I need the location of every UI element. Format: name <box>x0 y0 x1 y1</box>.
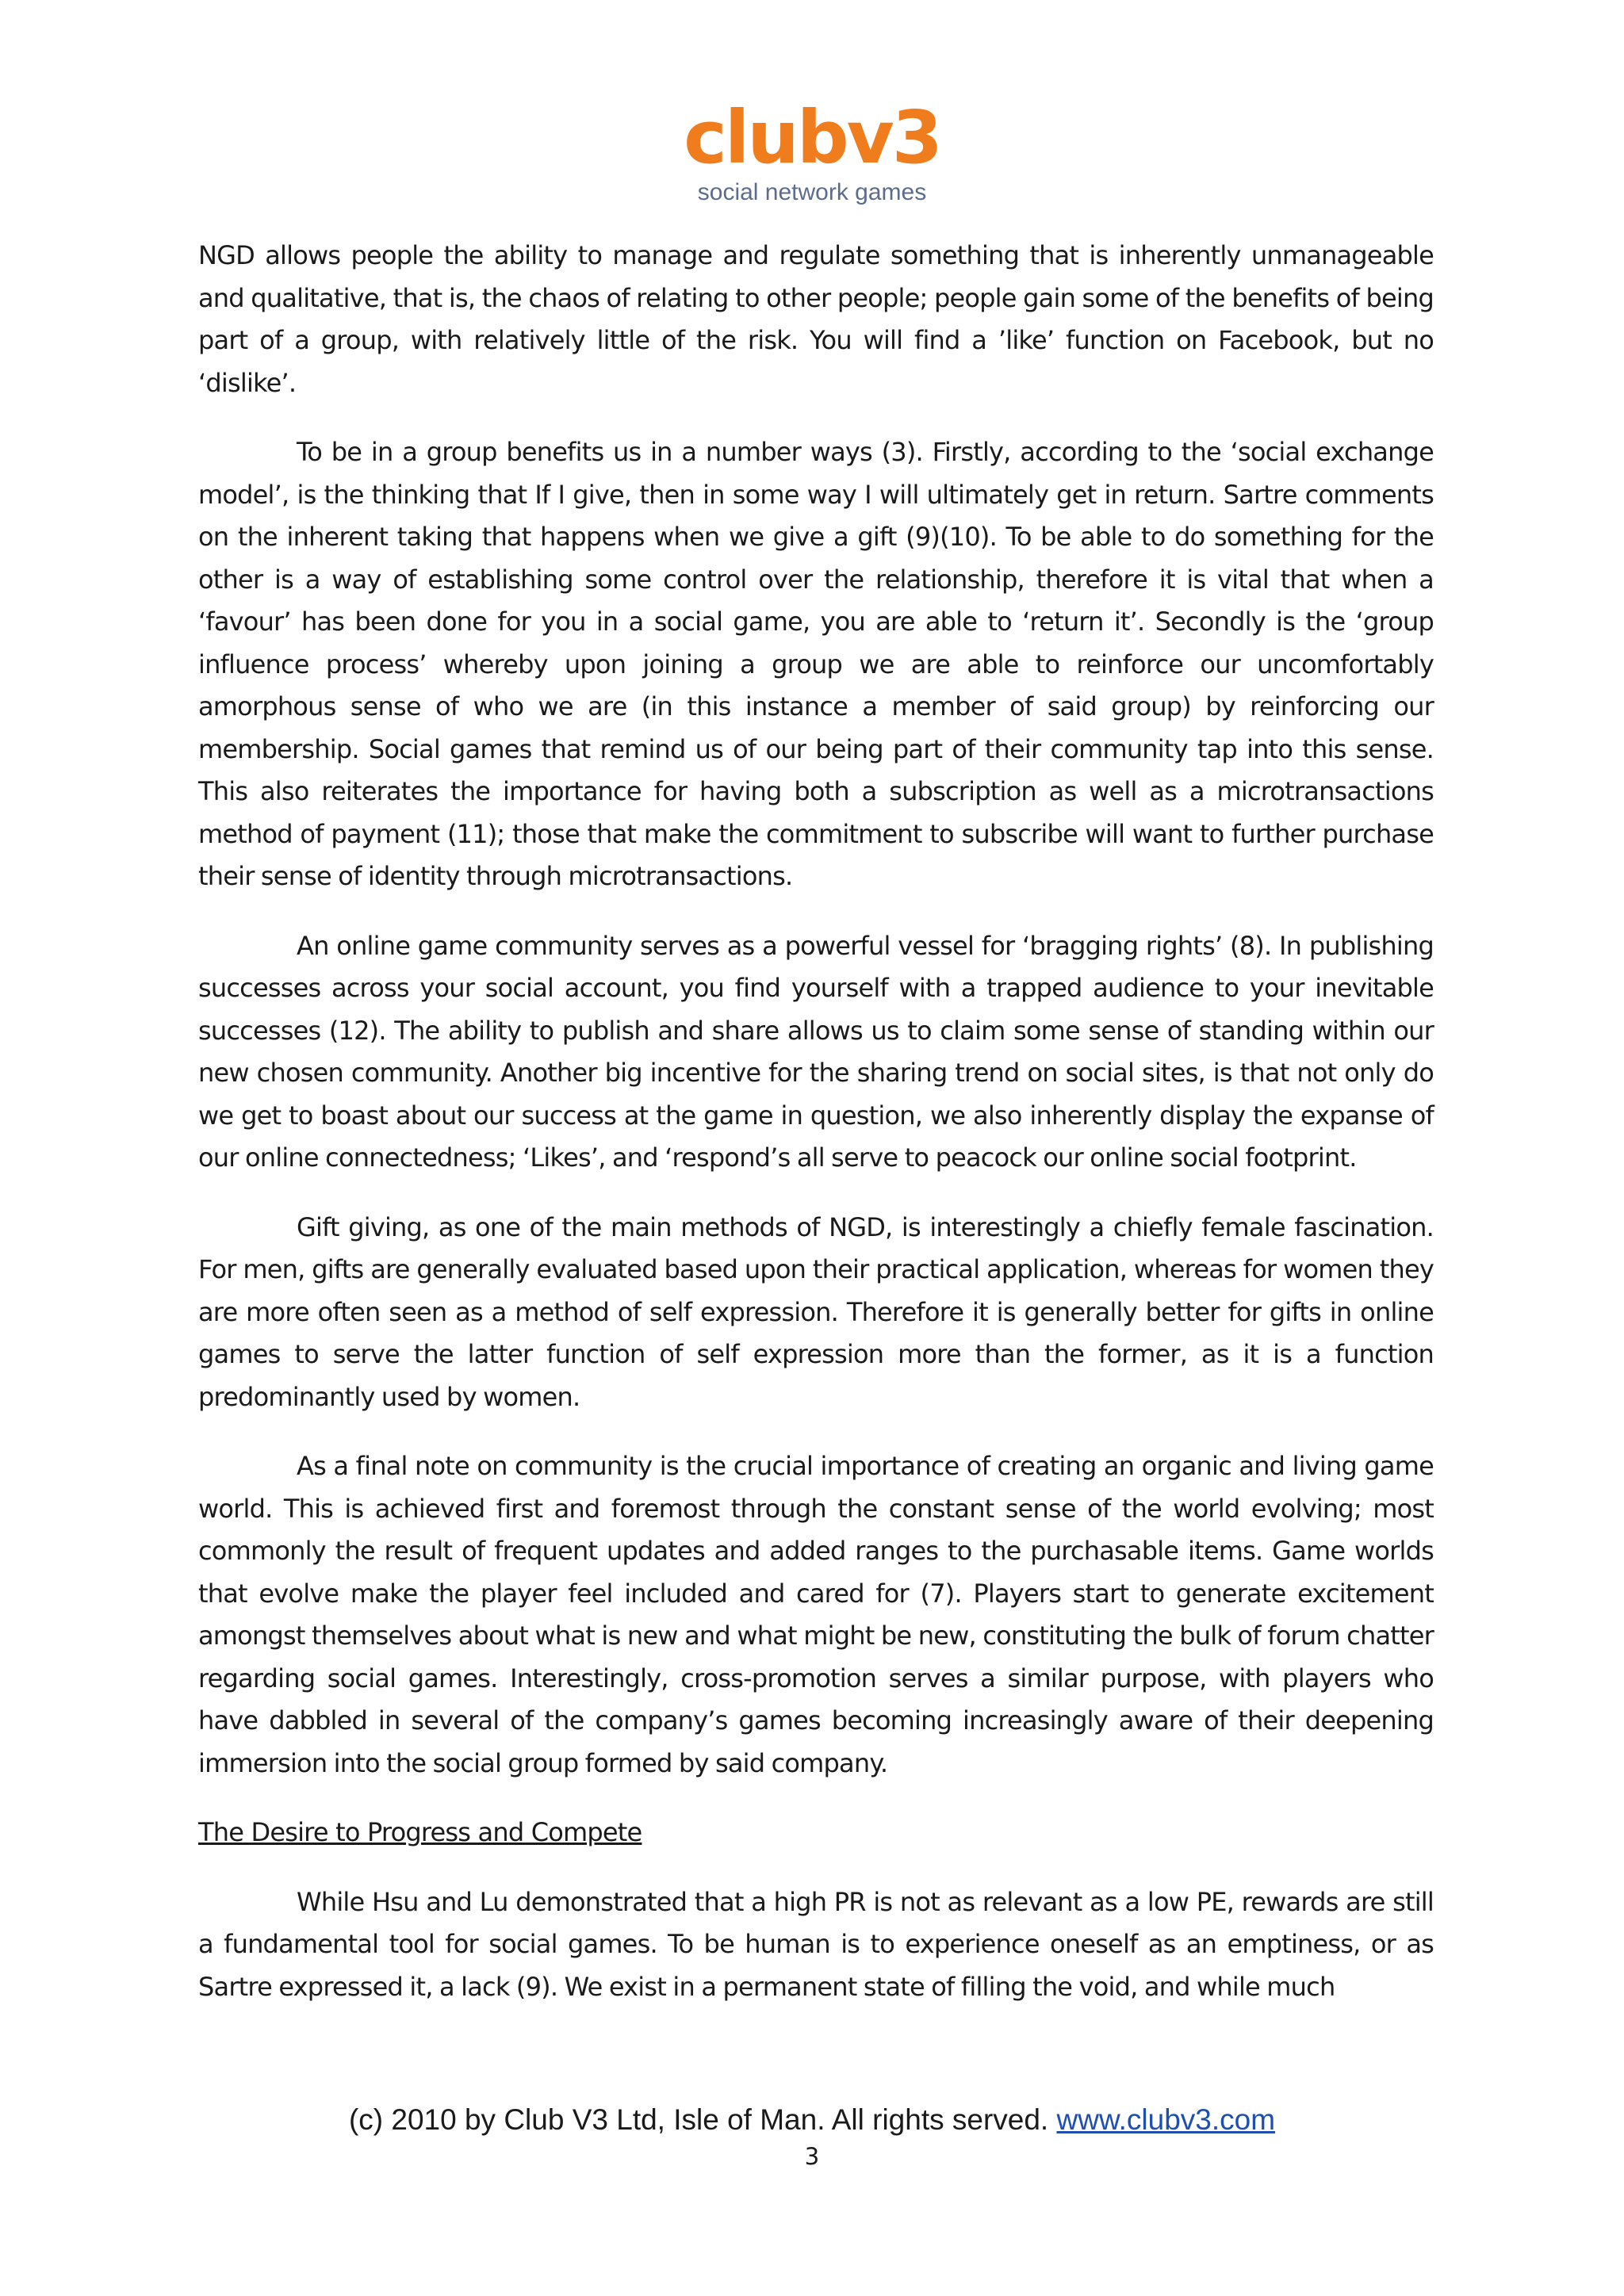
section-heading: The Desire to Progress and Compete <box>198 1817 642 1847</box>
copyright-text: (c) 2010 by Club V3 Ltd, Isle of Man. All rights served. <box>348 2103 1049 2136</box>
website-link[interactable]: www.clubv3.com <box>1056 2103 1276 2136</box>
page-number: 3 <box>804 2143 820 2170</box>
paragraph-gift-giving: Gift giving, as one of the main methods of NGD, is interestingly a chiefly female fascination. For men, gifts are generally evaluated based upon their practical application, whereas for women they are more often seen as a method of self expression. Therefore it is generally better for gifts in online games to serve the latter function of self expression more than the former, as it is a function predominantly used by women. <box>198 1211 1434 1412</box>
paragraph-bragging-rights: An online game community serves as a powerful vessel for ‘bragging rights’ (8). In publishing successes across your social account, you find yourself with a trapped audience to your inevitable successes (12). The ability to publish and share allows us to claim some sense of standing within our new chosen community. Another big incentive for the sharing trend on social sites, is that not only do we get to boast about our success at the game in question, we also inherently display the expanse of our online connectedness; ‘Likes’, and ‘respond’s all serve to peacock our online social footprint. <box>198 930 1434 1173</box>
document-body <box>198 235 1434 2035</box>
clubv3-logo <box>0 95 1624 206</box>
paragraph-ngd: NGD allows people the ability to manage and regulate something that is inherently unmanageable and qualitative, that is, the chaos of relating to other people; people gain some of the benefits of being part of a group, with relatively little of the risk. You will find a ’like’ function on Facebook, but no ‘dislike’. <box>198 240 1434 398</box>
page-footer <box>0 2103 1624 2137</box>
paragraph-progress: While Hsu and Lu demonstrated that a high PR is not as relevant as a low PE, rewards are still a fundamental tool for social games. To be human is to experience oneself as an emptiness, or as Sartre expressed it, a lack (9). We exist in a permanent state of filling the void, and while much <box>198 1886 1434 2002</box>
paragraph-final-note: As a final note on community is the crucial importance of creating an organic and living game world. This is achieved first and foremost through the constant sense of the world evolving; most commonly the result of frequent updates and added ranges to the purchasable items. Game worlds that evolve make the player feel included and cared for (7). Players start to generate excitement amongst themselves about what is new and what might be new, constituting the bulk of forum chatter regarding social games. Interestingly, cross-promotion serves a similar purpose, with players who have dabbled in several of the company’s games becoming increasingly aware of their deepening immersion into the social group formed by said company. <box>198 1451 1434 1778</box>
logo-wordmark: clubv3 <box>684 95 940 180</box>
logo-tagline: social network games <box>697 179 927 205</box>
paragraph-group-benefits: To be in a group benefits us in a number ways (3). Firstly, according to the ‘social exchange model’, is the thinking that If I give, then in some way I will ultimately get in return. Sartre comments on the inherent taking that happens when we give a gift (9)(10). To be able to do something for the other is a way of establishing some control over the relationship, therefore it is vital that when a ‘favour’ has been done for you in a social game, you are able to ‘return it’. Secondly is the ‘group influence process’ whereby upon joining a group we are able to reinforce our uncomfortably amorphous sense of who we are (in this instance a member of said group) by reinforcing our membership. Social games that remind us of our being part of their community tap into this sense. This also reiterates the importance for having both a subscription as well as a microtransactions method of payment (11); those that make the commitment to subscribe will want to further purchase their sense of identity through microtransactions. <box>198 437 1434 891</box>
